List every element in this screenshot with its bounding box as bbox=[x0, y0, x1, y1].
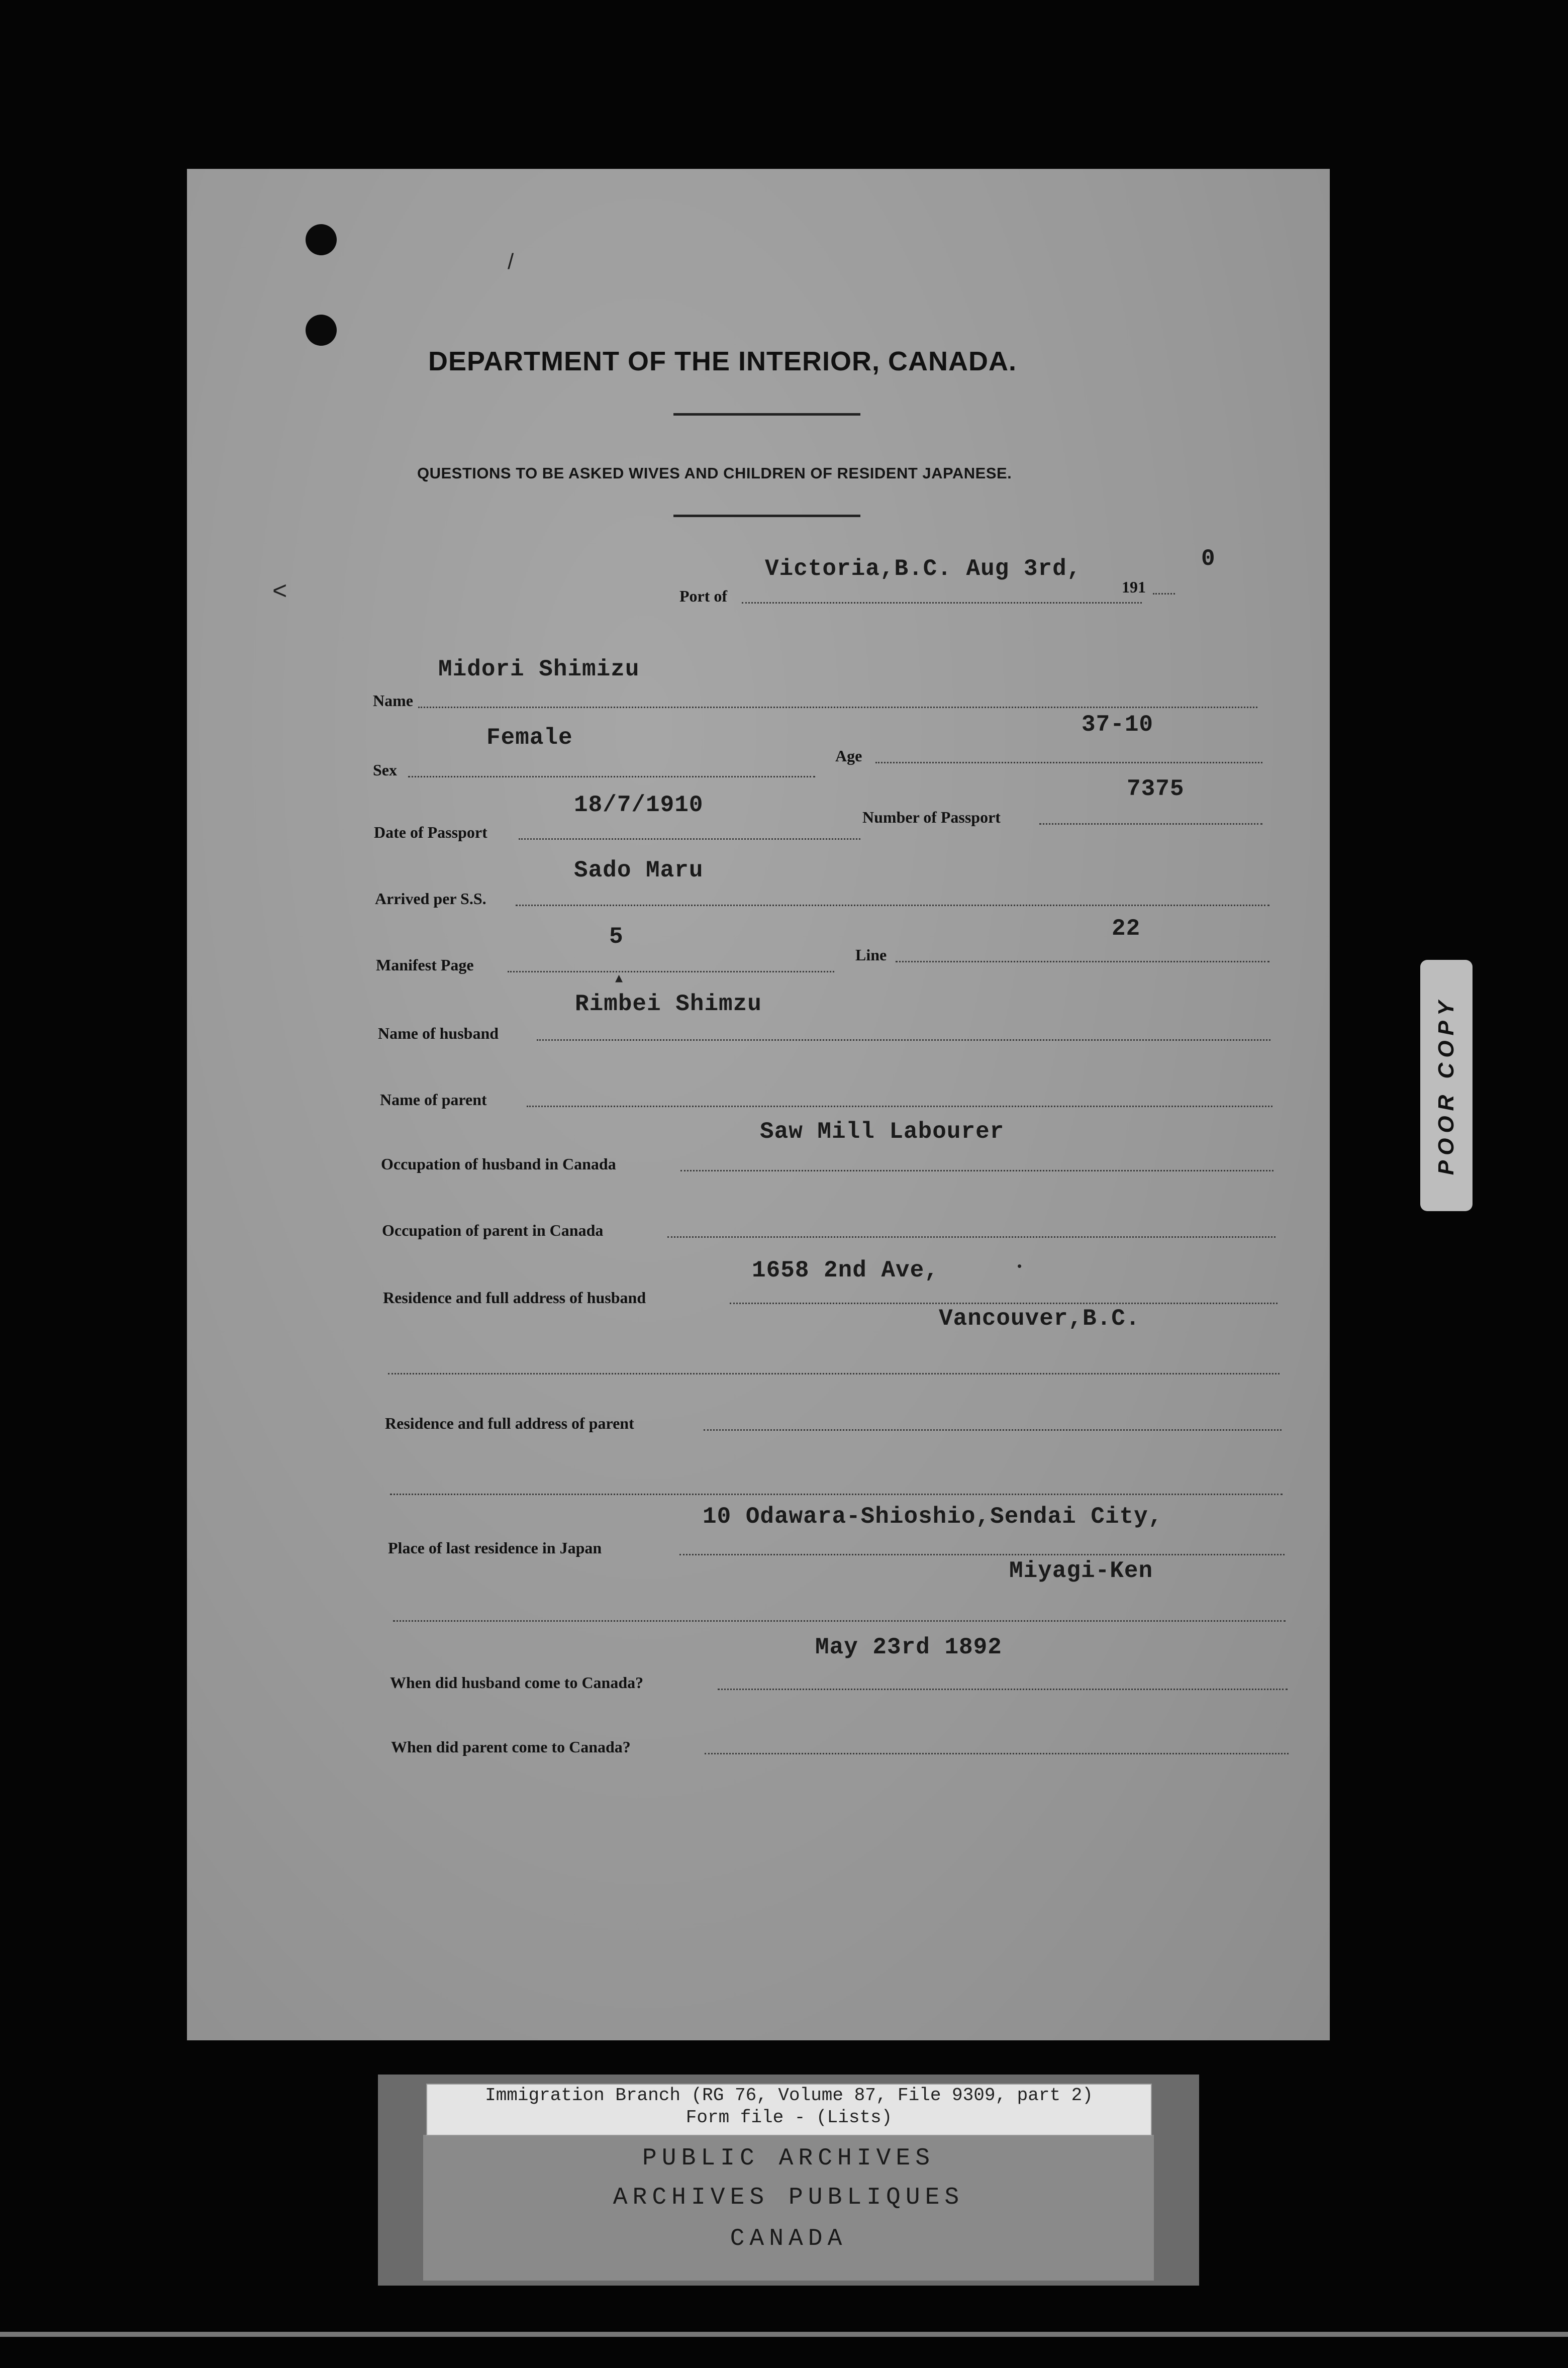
archive-line2: ARCHIVES PUBLIQUES bbox=[613, 2184, 964, 2211]
arrived-per-dots bbox=[516, 905, 1269, 906]
form-sheet bbox=[187, 169, 1330, 2040]
age-value: 37-10 bbox=[1082, 712, 1154, 738]
punch-hole-bottom bbox=[306, 315, 337, 346]
date-of-passport-label: Date of Passport bbox=[374, 823, 487, 841]
form-subtitle: QUESTIONS TO BE ASKED WIVES AND CHILDREN OF RESIDENT JAPANESE. bbox=[417, 464, 1012, 482]
occupation-parent-dots bbox=[667, 1236, 1276, 1238]
year-dots bbox=[1153, 593, 1175, 595]
poor-copy-text: POOR COPY bbox=[1434, 996, 1458, 1175]
number-of-passport-value: 7375 bbox=[1127, 776, 1185, 802]
parent-came-label: When did parent come to Canada? bbox=[391, 1738, 631, 1756]
name-of-husband-dots bbox=[537, 1039, 1270, 1041]
name-of-husband-label: Name of husband bbox=[378, 1024, 499, 1042]
residence-parent-dots-1 bbox=[704, 1429, 1282, 1431]
film-edge-strip bbox=[0, 2332, 1568, 2337]
name-value: Midori Shimizu bbox=[438, 656, 640, 682]
stray-mark: / bbox=[508, 249, 514, 274]
residence-parent-label: Residence and full address of parent bbox=[385, 1414, 634, 1432]
residence-husband-dots-2 bbox=[388, 1373, 1280, 1374]
sex-dots bbox=[408, 776, 815, 777]
last-residence-dots-2 bbox=[393, 1620, 1286, 1622]
last-residence-dots-1 bbox=[679, 1554, 1285, 1555]
number-of-passport-label: Number of Passport bbox=[862, 808, 1001, 826]
last-residence-value-2: Miyagi-Ken bbox=[1009, 1558, 1153, 1584]
residence-husband-label: Residence and full address of husband bbox=[383, 1289, 646, 1307]
archive-line1: PUBLIC ARCHIVES bbox=[642, 2145, 935, 2172]
port-dots bbox=[742, 602, 1142, 604]
poor-copy-stamp bbox=[1420, 960, 1473, 1211]
manifest-page-label: Manifest Page bbox=[376, 956, 474, 974]
age-dots bbox=[875, 762, 1262, 763]
manifest-page-value: 5 bbox=[609, 924, 624, 950]
port-label: Port of bbox=[679, 587, 728, 605]
archive-caption-line2: Form file - (Lists) bbox=[685, 2107, 893, 2128]
name-of-parent-dots bbox=[527, 1106, 1272, 1107]
archive-caption bbox=[426, 2084, 1152, 2136]
title-rule-bottom bbox=[673, 515, 860, 517]
occupation-husband-value: Saw Mill Labourer bbox=[760, 1119, 1005, 1145]
archive-caption-line1: Immigration Branch (RG 76, Volume 87, File 9309, part 2) bbox=[485, 2085, 1093, 2106]
year-suffix: 0 bbox=[1201, 546, 1216, 572]
sex-label: Sex bbox=[373, 761, 397, 779]
name-of-parent-label: Name of parent bbox=[380, 1091, 487, 1109]
margin-tick: < bbox=[272, 576, 287, 605]
last-residence-value-1: 10 Odawara-Shioshio,Sendai City, bbox=[703, 1504, 1163, 1530]
arrived-per-value: Sado Maru bbox=[574, 857, 704, 883]
ink-dot: • bbox=[1017, 1258, 1022, 1273]
name-label: Name bbox=[373, 692, 413, 710]
sex-value: Female bbox=[486, 725, 573, 751]
pencil-mark: ▴ bbox=[615, 969, 623, 986]
last-residence-label: Place of last residence in Japan bbox=[388, 1539, 602, 1557]
residence-husband-dots-1 bbox=[730, 1303, 1278, 1304]
residence-husband-value-1: 1658 2nd Ave, bbox=[752, 1257, 939, 1284]
year-prefix: 191 bbox=[1122, 578, 1146, 596]
port-value: Victoria,B.C. Aug 3rd, bbox=[765, 556, 1082, 582]
date-of-passport-value: 18/7/1910 bbox=[574, 792, 704, 818]
occupation-parent-label: Occupation of parent in Canada bbox=[382, 1221, 604, 1239]
punch-hole-top bbox=[306, 224, 337, 255]
residence-husband-value-2: Vancouver,B.C. bbox=[939, 1306, 1140, 1332]
husband-came-dots bbox=[718, 1689, 1288, 1690]
age-label: Age bbox=[835, 747, 862, 765]
line-dots bbox=[896, 961, 1269, 962]
date-of-passport-dots bbox=[519, 838, 860, 840]
line-label: Line bbox=[855, 946, 887, 964]
form-title: DEPARTMENT OF THE INTERIOR, CANADA. bbox=[428, 346, 1017, 376]
number-of-passport-dots bbox=[1039, 823, 1262, 825]
name-of-husband-value: Rimbei Shimzu bbox=[575, 991, 762, 1017]
archive-label-box bbox=[378, 2075, 1199, 2286]
husband-came-label: When did husband come to Canada? bbox=[390, 1673, 644, 1692]
arrived-per-label: Arrived per S.S. bbox=[375, 890, 486, 908]
line-value: 22 bbox=[1112, 916, 1141, 942]
husband-came-value: May 23rd 1892 bbox=[815, 1634, 1002, 1660]
archive-line3: CANADA bbox=[730, 2225, 847, 2252]
residence-parent-dots-2 bbox=[390, 1494, 1283, 1495]
name-dots bbox=[418, 707, 1257, 708]
parent-came-dots bbox=[705, 1753, 1289, 1754]
manifest-page-dots bbox=[508, 971, 834, 972]
occupation-husband-label: Occupation of husband in Canada bbox=[381, 1155, 616, 1173]
occupation-husband-dots bbox=[680, 1170, 1273, 1171]
title-rule-top bbox=[673, 413, 860, 416]
